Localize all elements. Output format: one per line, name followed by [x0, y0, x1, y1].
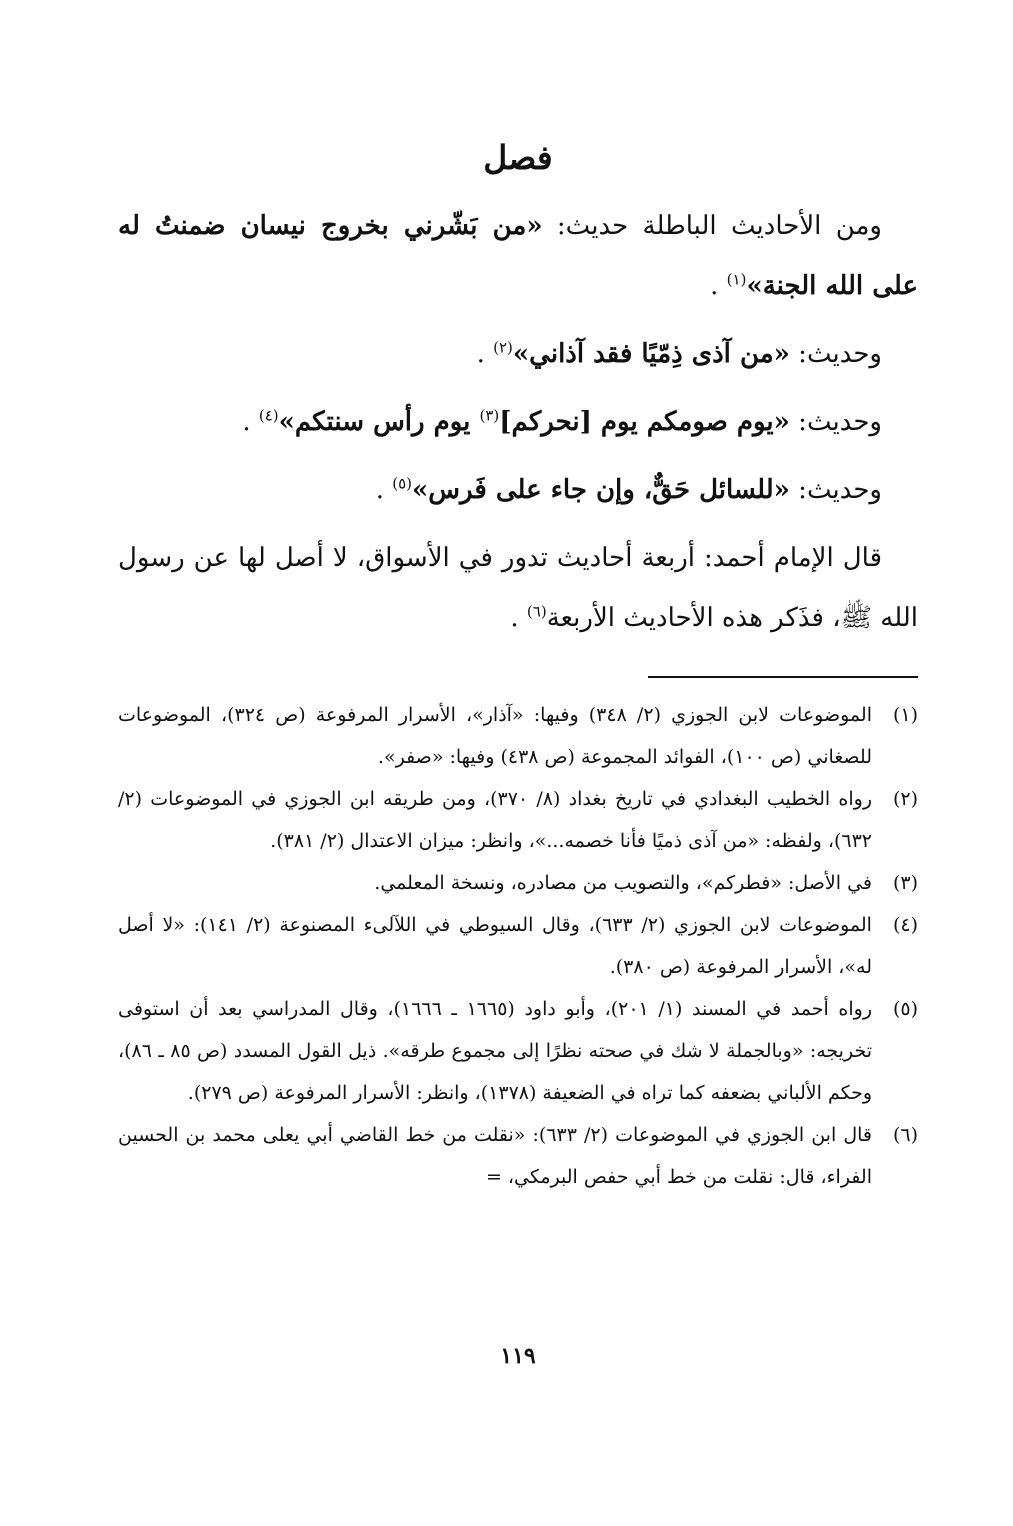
footnote-text: قال ابن الجوزي في الموضوعات (٢/ ٦٣٣): «نقلت من خط القاضي أبي يعلى محمد بن الحسين الفراء، قال: نقلت من خط أبي حفص البرمكي، =	[118, 1124, 872, 1188]
paragraph-tail: .	[242, 407, 259, 437]
footnote-ref[interactable]: (٣)	[479, 406, 500, 425]
main-text	[118, 196, 918, 656]
paragraph-lead: ومن الأحاديث الباطلة حديث:	[542, 211, 882, 241]
paragraph-1	[118, 196, 918, 316]
paragraph-tail: .	[710, 271, 727, 301]
footnote	[118, 1114, 918, 1198]
footnote-text: الموضوعات لابن الجوزي (٢/ ٦٣٣)، وقال السيوطي في اللآلىء المصنوعة (٢/ ١٤١): «لا أصل له»، الأسرار المرفوعة (ص ٣٨٠).	[118, 914, 872, 978]
paragraph-tail: .	[375, 475, 393, 505]
footnote	[118, 904, 918, 988]
footnote-number: (١)	[892, 704, 918, 726]
footnote-ref[interactable]: (٤)	[258, 406, 279, 425]
footnote	[118, 778, 918, 862]
hadith-quote: «يوم صومكم يوم [نحركم]	[499, 407, 790, 437]
paragraph-lead: وحديث:	[789, 475, 882, 505]
footnote-ref[interactable]: (٢)	[493, 338, 513, 357]
footnote-number: (٤)	[892, 914, 918, 936]
footnote-number: (٢)	[892, 788, 918, 810]
hadith-quote-continued: يوم رأس سنتكم»	[278, 407, 480, 437]
footnote	[118, 862, 918, 904]
paragraph-lead: وحديث:	[789, 339, 882, 369]
footnote-number: (٥)	[892, 998, 918, 1020]
paragraph-lead: وحديث:	[789, 407, 882, 437]
footnote-number: (٦)	[892, 1124, 918, 1146]
paragraph-3	[118, 392, 918, 452]
footnote-divider	[648, 676, 918, 678]
footnote-text: رواه أحمد في المسند (١/ ٢٠١)، وأبو داود (١٦٦٥ ـ ١٦٦٦)، وقال المدراسي بعد أن استوفى تخريجه: «وبالجملة لا شك في صحته نظرًا إلى مجموع طرقه». ذيل القول المسدد (ص ٨٥ ـ ٨٦)، وحكم الألباني بضعفه كما تراه في الضعيفة (١٣٧٨)، وانظر: الأسرار المرفوعة (ص ٢٧٩).	[118, 998, 873, 1104]
footnote	[118, 988, 918, 1114]
hadith-quote: «من بَشّرني بخروج نيسان ضمنتُ له على الله الجنة»	[118, 211, 918, 301]
footnote-text: رواه الخطيب البغدادي في تاريخ بغداد (٨/ ٣٧٠)، ومن طريقه ابن الجوزي في الموضوعات (٢/ ٦٣٢)، ولفظه: «من آذى ذميًا فأنا خصمه...»، وانظر: ميزان الاعتدال (٢/ ٣٨١).	[118, 788, 872, 852]
footnote-ref[interactable]: (٥)	[392, 474, 413, 493]
paragraph-2	[118, 324, 918, 384]
footnote-number: (٣)	[892, 872, 918, 894]
hadith-quote: «من آذى ذِمّيًا فقد آذاني»	[512, 339, 790, 369]
paragraph-lead: قال الإمام أحمد: أربعة أحاديث تدور في الأسواق، لا أصل لها عن رسول الله ﷺ، فذَكر هذه الأحاديث الأربعة	[118, 543, 918, 633]
footnote-text: الموضوعات لابن الجوزي (٢/ ٣٤٨) وفيها: «آذار»، الأسرار المرفوعة (ص ٣٢٤)، الموضوعات للصغاني (ص ١٠٠)، الفوائد المجموعة (ص ٤٣٨) وفيها: «صفر».	[118, 704, 872, 768]
book-page	[118, 0, 918, 1526]
footnotes	[118, 694, 918, 1198]
paragraph-4	[118, 460, 918, 520]
paragraph-tail: .	[476, 339, 494, 369]
footnote-ref[interactable]: (٦)	[526, 602, 547, 621]
hadith-quote: «للسائل حَقٌّ، وإن جاء على فَرس»	[412, 475, 790, 505]
footnote-ref[interactable]: (١)	[726, 270, 747, 289]
section-title: فصل	[483, 138, 553, 177]
paragraph-tail: .	[510, 603, 527, 633]
page-number: ١١٩	[500, 1343, 536, 1369]
footnote-text: في الأصل: «فطركم»، والتصويب من مصادره، ونسخة المعلمي.	[374, 872, 872, 894]
footnote	[118, 694, 918, 778]
paragraph-5	[118, 528, 918, 648]
